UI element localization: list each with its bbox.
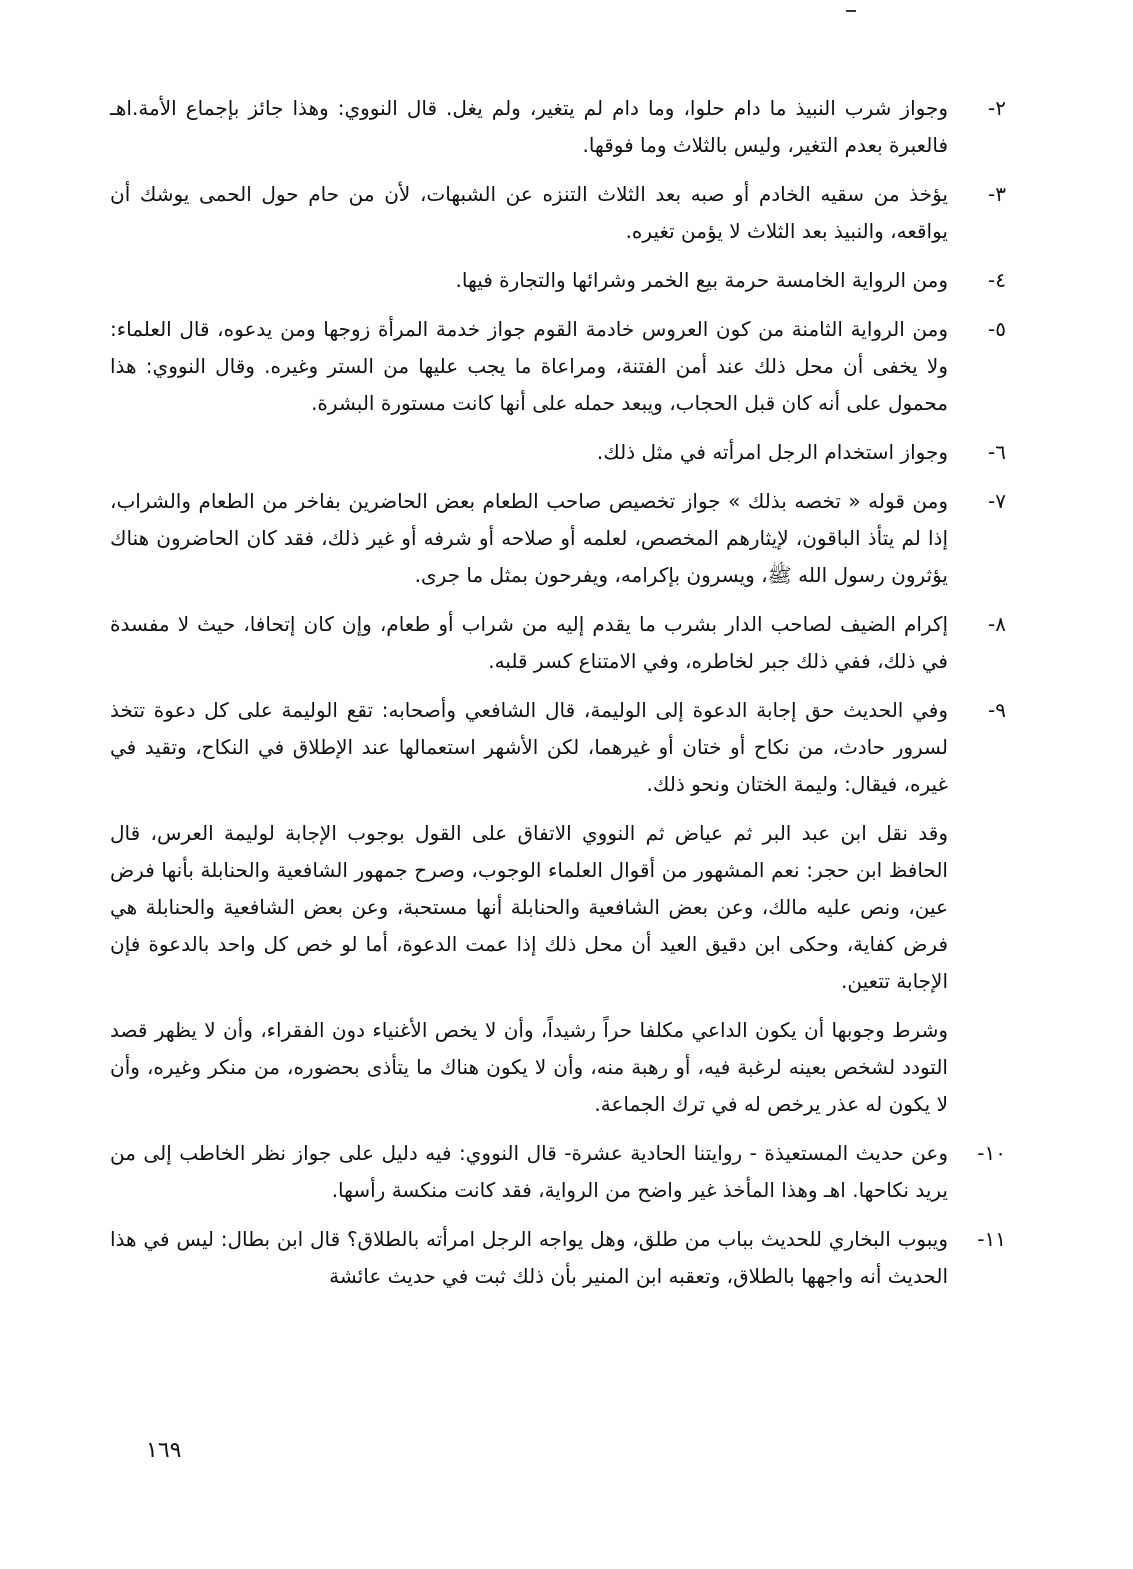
body-paragraph: وشرط وجوبها أن يكون الداعي مكلفا حراً رشيداً، وأن لا يخص الأغنياء دون الفقراء، وأن لا يظهر قصد التودد لشخص بعينه لرغبة فيه، أو رهبة منه، وأن لا يكون هناك ما يتأذى بحضوره، من منكر وغيره، وأن لا يكون له عذر يرخص له في ترك الجماعة.: [110, 1018, 948, 1116]
body-paragraph: وقد نقل ابن عبد البر ثم عياض ثم النووي الاتفاق على القول بوجوب الإجابة لوليمة العرس، قال الحافظ ابن حجر: نعم المشهور من أقوال العلماء الوجوب، وصرح جمهور الشافعية والحنابلة بأنها فرض عين، ونص عليه مالك، وعن بعض الشافعية والحنابلة أنها مستحبة، وعن بعض الشافعية والحنابلة هي فرض كفاية، وحكى ابن دقيق العيد أن محل ذلك إذا عمت الدعوة، أما لو خص كل واحد بالدعوة فإن الإجابة تتعين.: [110, 821, 948, 993]
item-number: ١٠-: [977, 1141, 1006, 1165]
item-text: يؤخذ من سقيه الخادم أو صبه بعد الثلاث التنزه عن الشبهات، لأن من حام حول الحمى يوشك أن يواقعه، والنبيذ بعد الثلاث لا يؤمن تغيره.: [110, 182, 948, 243]
item-text: ويبوب البخاري للحديث بباب من طلق، وهل يواجه الرجل امرأته بالطلاق؟ قال ابن بطال: ليس في هذا الحديث أنه واجهها بالطلاق، وتعقبه ابن المنير بأن ذلك ثبت في حديث عائشة: [110, 1227, 948, 1288]
item-text: وجواز استخدام الرجل امرأته في مثل ذلك.: [596, 440, 948, 464]
item-text: وفي الحديث حق إجابة الدعوة إلى الوليمة، قال الشافعي وأصحابه: تقع الوليمة على كل دعوة تتخذ لسرور حادث، من نكاح أو ختان أو غيرهما، لكن الأشهر استعمالها عند الإطلاق في النكاح، وتقيد في غيره، فيقال: وليمة الختان ونحو ذلك.: [110, 698, 948, 796]
list-item: [110, 1135, 1006, 1209]
item-text: ومن قوله « تخصه بذلك » جواز تخصيص صاحب الطعام بعض الحاضرين بفاخر من الطعام والشراب، إذا لم يتأذ الباقون، لإيثارهم المخصص، لعلمه أو صلاحه أو شرفه أو غير ذلك، فقد كان الحاضرون هناك يؤثرون رسول الله ﷺ، ويسرون بإكرامه، ويفرحون بمثل ما جرى.: [110, 489, 948, 587]
page-number: ١٦٩: [146, 1438, 182, 1463]
list-item: [110, 311, 1006, 422]
item-number: ٦-: [988, 440, 1006, 464]
list-item: [110, 692, 1006, 803]
item-number: ٤-: [988, 268, 1006, 292]
item-number: ٢-: [988, 96, 1006, 120]
list-item: [110, 262, 1006, 299]
list-item: [110, 1221, 1006, 1295]
item-text: وعن حديث المستعيذة - روايتنا الحادية عشرة- قال النووي: فيه دليل على جواز نظر الخاطب إلى من يريد نكاحها. اهـ وهذا المأخذ غير واضح من الرواية، فقد كانت منكسة رأسها.: [110, 1141, 948, 1202]
item-text: ومن الرواية الثامنة من كون العروس خادمة القوم جواز خدمة المرأة زوجها ومن يدعوه، قال العلماء: ولا يخفى أن محل ذلك عند أمن الفتنة، ومراعاة ما يجب عليها من الستر وغيره. وقال النووي: هذا محمول على أنه كان قبل الحجاب، ويبعد حمله على أنها كانت مستورة البشرة.: [110, 317, 948, 415]
list-item: [110, 606, 1006, 680]
list-item: [110, 483, 1006, 594]
page-body: [110, 90, 1006, 1307]
item-number: ٨-: [988, 612, 1006, 636]
item-number: ٣-: [988, 182, 1006, 206]
item-number: ٥-: [988, 317, 1006, 341]
list-item: [110, 434, 1006, 471]
scan-mark: [846, 10, 856, 12]
item-text: إكرام الضيف لصاحب الدار بشرب ما يقدم إليه من شراب أو طعام، وإن كان إتحافا، حيث لا مفسدة في ذلك، ففي ذلك جبر لخاطره، وفي الامتناع كسر قلبه.: [110, 612, 948, 673]
item-number: ٩-: [988, 698, 1006, 722]
item-number: ١١-: [977, 1227, 1006, 1251]
item-text: ومن الرواية الخامسة حرمة بيع الخمر وشرائها والتجارة فيها.: [455, 268, 948, 292]
list-item: [110, 90, 1006, 164]
item-text: وجواز شرب النبيذ ما دام حلوا، وما دام لم يتغير، ولم يغل. قال النووي: وهذا جائز بإجماع الأمة.اهـ فالعبرة بعدم التغير، وليس بالثلاث وما فوقها.: [110, 96, 948, 157]
item-number: ٧-: [988, 489, 1006, 513]
list-item: [110, 176, 1006, 250]
